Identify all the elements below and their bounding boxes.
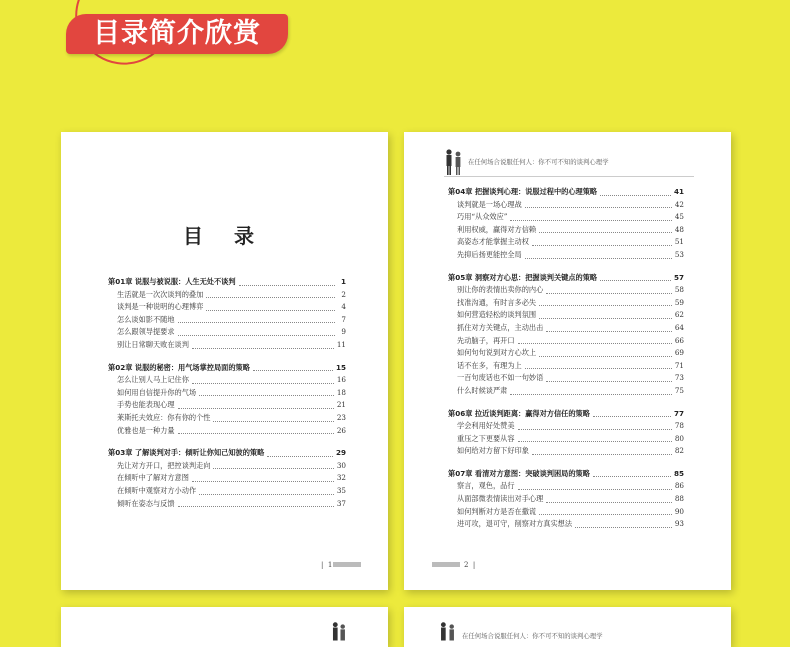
toc-page-number: 29: [335, 448, 346, 458]
toc-entry: [108, 412, 346, 425]
toc-entry-title: 生活就是一次次谈判的叠加: [117, 289, 204, 299]
toc-page-number: 80: [674, 433, 684, 443]
toc-entry-title: 什么时候谈严肃: [457, 385, 508, 395]
toc-entry-title: 高姿态才能掌握主动权: [457, 237, 529, 247]
toc-page-number: 59: [674, 297, 684, 307]
toc-leader: [546, 331, 672, 332]
toc-leader: [539, 305, 672, 306]
toc-entry-title: 重压之下更要从容: [457, 433, 515, 443]
toc-entry: [108, 374, 346, 387]
toc-entry: [108, 399, 346, 412]
toc-entry-title: 如何判断对方是否在撒谎: [457, 506, 537, 516]
toc-page-number: 57: [673, 272, 684, 282]
toc-entry-title: 谈判是一种说明的心理博弈: [117, 302, 204, 312]
toc-leader: [178, 335, 335, 336]
toc-leader: [518, 429, 672, 430]
toc-leader: [600, 280, 671, 281]
toc-page-number: 69: [674, 348, 684, 358]
toc-entry: [448, 506, 684, 519]
toc-leader: [539, 356, 672, 357]
toc-page-number: 82: [674, 446, 684, 456]
toc-leader: [510, 394, 672, 395]
toc-leader: [525, 368, 672, 369]
toc-entry: [448, 347, 684, 360]
toc-list: [448, 186, 684, 531]
toc-entry: [108, 460, 346, 473]
toc-page-number: 71: [674, 360, 684, 370]
toc-entry-title: 抓住对方关键点，主动出击: [457, 322, 544, 332]
toc-page-number: 90: [674, 506, 684, 516]
toc-leader: [539, 318, 672, 319]
toc-page-number: 42: [674, 199, 684, 209]
toc-chapter: [108, 362, 346, 438]
toc-entry: [448, 372, 684, 385]
toc-entry-title: 如何营造轻松的谈判氛围: [457, 310, 537, 320]
banner-title: 目录简介欣赏: [66, 14, 288, 54]
toc-entry: [108, 301, 346, 314]
toc-page-number: 62: [674, 310, 684, 320]
toc-entry: [108, 485, 346, 498]
toc-entry: [108, 289, 346, 302]
toc-leader: [199, 395, 334, 396]
toc-entry-title: 察言，观色，品行: [457, 481, 515, 491]
toc-leader: [539, 232, 672, 233]
toc-leader: [532, 245, 672, 246]
toc-page-number: 16: [336, 375, 346, 385]
toc-chapter: [448, 186, 684, 262]
toc-chapter-title: 第03章 了解谈判对手：倾听让你知己知彼的策略: [108, 448, 265, 458]
toc-leader: [178, 433, 334, 434]
toc-entry-title: 如何用自信提升你的气场: [117, 387, 197, 397]
toc-entry-title: 别让日常聊天败在谈判: [117, 339, 189, 349]
toc-entry-title: 一百句废话也不如一句妙语: [457, 373, 544, 383]
toc-entry-title: 谈判就是一场心理战: [457, 199, 522, 209]
page-number: | 1: [321, 561, 333, 569]
toc-chapter-title: 第06章 拉近谈判距离：赢得对方信任的策略: [448, 408, 590, 418]
toc-page-number: 15: [335, 362, 346, 372]
toc-entry: [448, 385, 684, 398]
toc-page-number: 23: [336, 412, 346, 422]
toc-leader: [239, 285, 335, 286]
toc-chapter-title: 第05章 洞察对方心思：把握谈判关键点的策略: [448, 272, 598, 282]
toc-leader: [518, 343, 672, 344]
toc-chapter-heading: [448, 272, 684, 285]
toc-page-number: 75: [674, 385, 684, 395]
toc-leader: [546, 502, 672, 503]
footer-bar: [432, 562, 460, 567]
toc-entry-title: 在倾听中观察对方小动作: [117, 485, 197, 495]
toc-page-number: 78: [674, 421, 684, 431]
toc-leader: [206, 297, 335, 298]
toc-entry-title: 在倾听中了解对方意图: [117, 473, 189, 483]
toc-entry-title: 如何句句说到对方心坎上: [457, 348, 537, 358]
toc-page-number: 1: [340, 277, 346, 286]
toc-leader: [178, 322, 335, 323]
toc-chapter-heading: [108, 362, 346, 375]
toc-page-2: [404, 132, 731, 590]
footer-bar: [333, 562, 361, 567]
toc-leader: [213, 421, 333, 422]
toc-page-number: 93: [674, 519, 684, 529]
toc-leader: [178, 506, 334, 507]
toc-chapter: [448, 468, 684, 531]
running-head-text: 在任何场合说服任何人：你不可不知的谈判心理学: [468, 158, 609, 166]
toc-entry-title: 话不在多，有理为上: [457, 360, 522, 370]
toc-page-number: 48: [674, 224, 684, 234]
toc-entry-title: 手势也能表现心理: [117, 400, 175, 410]
toc-entry-title: 进可攻，退可守，削察对方真实想法: [457, 519, 573, 529]
toc-chapter-heading: [448, 468, 684, 481]
toc-leader: [253, 370, 333, 371]
toc-page-number: 53: [674, 249, 684, 259]
toc-page-number: 64: [674, 322, 684, 332]
toc-entry: [108, 326, 346, 339]
toc-entry: [448, 518, 684, 531]
toc-entry: [108, 425, 346, 438]
toc-page-number: 73: [674, 373, 684, 383]
toc-chapter-heading: [108, 447, 346, 460]
toc-entry: [448, 335, 684, 348]
toc-page-number: 51: [674, 237, 684, 247]
toc-page-number: 37: [336, 498, 346, 508]
toc-chapter: [448, 272, 684, 398]
toc-page-number: 41: [673, 187, 684, 196]
toc-entry: [448, 493, 684, 506]
toc-entry: [448, 420, 684, 433]
toc-page-number: 21: [336, 400, 346, 410]
toc-entry: [448, 284, 684, 297]
toc-chapter: [448, 408, 684, 458]
partial-page-4: [404, 607, 731, 647]
toc-entry-title: 先让对方开口，把控谈判走向: [117, 460, 211, 470]
running-head: [444, 146, 694, 177]
toc-entry: [448, 480, 684, 493]
toc-entry-title: 莱斯托夫效应：你有你的个性: [117, 412, 211, 422]
toc-leader: [518, 489, 672, 490]
toc-page-number: 35: [336, 485, 346, 495]
toc-page-number: 85: [673, 468, 684, 478]
toc-leader: [206, 310, 335, 311]
banner-area: [0, 0, 300, 100]
toc-chapter-title: 第07章 看清对方意图：突破谈判困局的策略: [448, 468, 590, 478]
page-number: 2 |: [464, 561, 476, 569]
toc-leader: [518, 441, 672, 442]
toc-entry-title: 如何给对方留下好印象: [457, 446, 529, 456]
toc-leader: [525, 258, 672, 259]
toc-leader: [267, 456, 333, 457]
toc-entry: [108, 498, 346, 511]
toc-page-number: 7: [341, 314, 346, 324]
people-icon: [329, 621, 349, 647]
toc-page-number: 18: [336, 387, 346, 397]
toc-leader: [546, 381, 672, 382]
toc-page-number: 77: [673, 408, 684, 418]
toc-leader: [593, 416, 671, 417]
toc-entry: [108, 339, 346, 352]
toc-page-number: 58: [674, 285, 684, 295]
toc-entry-title: 怎么让别人马上记住你: [117, 375, 189, 385]
toc-page-number: 45: [674, 212, 684, 222]
toc-chapter-heading: [448, 186, 684, 199]
toc-page-number: 66: [674, 335, 684, 345]
toc-leader: [510, 220, 671, 221]
toc-entry-title: 找准沟通，有时言多必失: [457, 297, 537, 307]
toc-chapter: [108, 447, 346, 510]
toc-entry: [448, 360, 684, 373]
toc-leader: [600, 195, 671, 196]
toc-leader: [199, 494, 334, 495]
toc-chapter: [108, 276, 346, 352]
running-head-text: 在任何场合说服任何人：你不可不知的谈判心理学: [462, 632, 603, 640]
toc-chapter-heading: [448, 408, 684, 421]
toc-leader: [532, 454, 672, 455]
toc-entry: [448, 199, 684, 212]
toc-entry-title: 从面部微表情读出对手心理: [457, 494, 544, 504]
toc-entry: [448, 236, 684, 249]
toc-page-number: 26: [336, 425, 346, 435]
toc-entry: [448, 445, 684, 458]
toc-entry-title: 怎么谈如影不随地: [117, 314, 175, 324]
toc-leader: [192, 383, 334, 384]
toc-entry-title: 倾听在姿态与反馈: [117, 498, 175, 508]
toc-entry: [448, 309, 684, 322]
people-icon: [444, 148, 464, 176]
toc-page-number: 2: [341, 289, 346, 299]
toc-entry-title: 先抑后扬更能控全局: [457, 249, 522, 259]
toc-list: [108, 276, 346, 510]
toc-entry: [448, 322, 684, 335]
partial-page-3: [61, 607, 388, 647]
toc-leader: [178, 408, 334, 409]
toc-leader: [525, 207, 672, 208]
toc-entry-title: 优雅也是一种力量: [117, 425, 175, 435]
toc-entry: [448, 297, 684, 310]
toc-page-1: [61, 132, 388, 590]
toc-leader: [192, 481, 334, 482]
toc-entry: [448, 249, 684, 262]
toc-leader: [213, 468, 333, 469]
toc-entry-title: 怎么跟领导提要求: [117, 327, 175, 337]
toc-page-number: 88: [674, 494, 684, 504]
toc-chapter-title: 第04章 把握谈判心理：说服过程中的心理策略: [448, 187, 598, 196]
toc-leader: [539, 514, 672, 515]
toc-entry: [448, 224, 684, 237]
toc-page-number: 9: [341, 327, 346, 337]
toc-page-number: 4: [341, 302, 346, 312]
toc-entry-title: 利用权威，赢得对方信赖: [457, 224, 537, 234]
toc-chapter-title: 第02章 说服的秘密：用气场掌控局面的策略: [108, 362, 250, 372]
toc-chapter-title: 第01章 说服与被说服：人生无处不谈判: [108, 277, 236, 286]
toc-leader: [575, 527, 672, 528]
toc-entry: [448, 433, 684, 446]
toc-entry-title: 巧用“从众效应”: [457, 212, 508, 222]
toc-page-number: 86: [674, 481, 684, 491]
toc-entry-title: 学会利用好处赞美: [457, 421, 515, 431]
people-icon: [438, 621, 458, 647]
toc-leader: [546, 293, 672, 294]
toc-page-number: 11: [336, 339, 346, 349]
toc-chapter-heading: [108, 276, 346, 289]
toc-page-number: 30: [336, 460, 346, 470]
toc-entry-title: 别让你的表情出卖你的内心: [457, 285, 544, 295]
toc-entry: [108, 472, 346, 485]
toc-leader: [192, 348, 334, 349]
toc-entry: [448, 211, 684, 224]
toc-entry-title: 先动脑子，再开口: [457, 335, 515, 345]
toc-leader: [593, 476, 671, 477]
toc-title: 目 录: [183, 224, 266, 248]
toc-entry: [108, 314, 346, 327]
toc-entry: [108, 387, 346, 400]
toc-page-number: 32: [336, 473, 346, 483]
